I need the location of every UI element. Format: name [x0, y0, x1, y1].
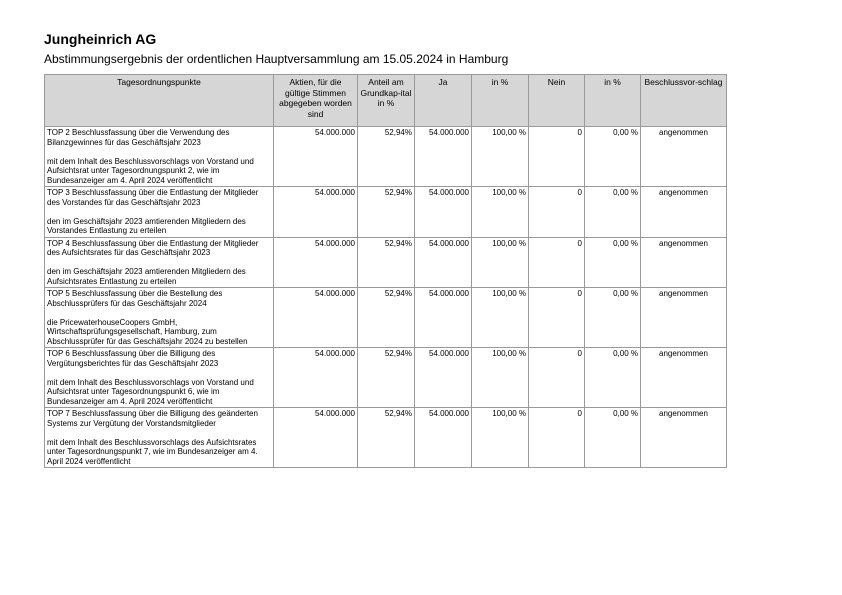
- agenda-item-cell: [45, 127, 274, 187]
- yes-votes-cell: 54.000.000: [415, 288, 472, 348]
- yes-votes-cell: 54.000.000: [415, 187, 472, 238]
- agenda-item-title: TOP 4 Beschlussfassung über die Entlastung der Mitglieder des Aufsichtsrates für das Geschäftsjahr 2023: [47, 238, 259, 257]
- shares-cell: 54.000.000: [274, 187, 358, 238]
- agenda-item-cell: [45, 348, 274, 408]
- agenda-item-detail: mit dem Inhalt des Beschlussvorschlags von Vorstand und Aufsichtsrat unter Tagesordnungspunkt 6, wie im Bundesanzeiger am 4. April 2024 veröffentlicht: [47, 377, 254, 406]
- column-header-yes-percent: in %: [472, 75, 529, 127]
- shares-cell: 54.000.000: [274, 288, 358, 348]
- column-header-agenda: Tagesordnungspunkte: [45, 75, 274, 127]
- column-header-yes: Ja: [415, 75, 472, 127]
- agenda-item-cell: [45, 237, 274, 288]
- table-row: [45, 127, 727, 187]
- agenda-item-title: TOP 6 Beschlussfassung über die Billigung des Vergütungsberichtes für das Geschäftsjahr 2023: [47, 349, 219, 368]
- yes-votes-cell: 54.000.000: [415, 237, 472, 288]
- result-cell: angenommen: [641, 288, 727, 348]
- result-cell: angenommen: [641, 127, 727, 187]
- agenda-item-cell: [45, 288, 274, 348]
- company-title: Jungheinrich AG: [44, 31, 157, 47]
- yes-percent-cell: 100,00 %: [472, 348, 529, 408]
- yes-percent-cell: 100,00 %: [472, 127, 529, 187]
- capital-percent-cell: 52,94%: [358, 348, 415, 408]
- no-percent-cell: 0,00 %: [585, 237, 641, 288]
- yes-votes-cell: 54.000.000: [415, 348, 472, 408]
- column-header-shares: Aktien, für die gültige Stimmen abgegeben worden sind: [274, 75, 358, 127]
- capital-percent-cell: 52,94%: [358, 408, 415, 468]
- shares-cell: 54.000.000: [274, 348, 358, 408]
- yes-percent-cell: 100,00 %: [472, 288, 529, 348]
- agenda-item-title: TOP 5 Beschlussfassung über die Bestellung des Abschlussprüfers für das Geschäftsjahr 2024: [47, 289, 223, 308]
- yes-percent-cell: 100,00 %: [472, 408, 529, 468]
- document-subtitle: Abstimmungsergebnis der ordentlichen Hauptversammlung am 15.05.2024 in Hamburg: [44, 52, 509, 66]
- result-cell: angenommen: [641, 348, 727, 408]
- no-percent-cell: 0,00 %: [585, 348, 641, 408]
- table-body: [45, 127, 727, 468]
- agenda-item-title: TOP 3 Beschlussfassung über die Entlastung der Mitglieder des Vorstandes für das Geschäftsjahr 2023: [47, 188, 259, 207]
- voting-results-table: [44, 74, 727, 468]
- no-votes-cell: 0: [529, 288, 585, 348]
- agenda-item-detail: mit dem Inhalt des Beschlussvorschlags des Aufsichtsrates unter Tagesordnungspunkt 7, wie im Bundesanzeiger am 4. April 2024 veröffentlicht: [47, 437, 258, 466]
- table-header: [45, 75, 727, 127]
- capital-percent-cell: 52,94%: [358, 187, 415, 238]
- agenda-item-cell: [45, 408, 274, 468]
- result-cell: angenommen: [641, 408, 727, 468]
- table-row: [45, 237, 727, 288]
- agenda-item-detail: mit dem Inhalt des Beschlussvorschlags von Vorstand und Aufsichtsrat unter Tagesordnungspunkt 2, wie im Bundesanzeiger am 4. April 2024 veröffentlicht: [47, 156, 254, 185]
- column-header-no-percent: in %: [585, 75, 641, 127]
- capital-percent-cell: 52,94%: [358, 127, 415, 187]
- no-percent-cell: 0,00 %: [585, 187, 641, 238]
- capital-percent-cell: 52,94%: [358, 237, 415, 288]
- agenda-item-detail: die PricewaterhouseCoopers GmbH, Wirtschaftsprüfungsgesellschaft, Hamburg, zum Abschlussprüfer für das Geschäftsjahr 2024 zu bestellen: [47, 317, 248, 346]
- yes-percent-cell: 100,00 %: [472, 187, 529, 238]
- yes-votes-cell: 54.000.000: [415, 408, 472, 468]
- yes-percent-cell: 100,00 %: [472, 237, 529, 288]
- shares-cell: 54.000.000: [274, 408, 358, 468]
- column-header-no: Nein: [529, 75, 585, 127]
- no-percent-cell: 0,00 %: [585, 408, 641, 468]
- shares-cell: 54.000.000: [274, 127, 358, 187]
- no-votes-cell: 0: [529, 237, 585, 288]
- shares-cell: 54.000.000: [274, 237, 358, 288]
- column-header-proposal: Beschlussvor-schlag: [641, 75, 727, 127]
- no-percent-cell: 0,00 %: [585, 127, 641, 187]
- result-cell: angenommen: [641, 187, 727, 238]
- table-row: [45, 408, 727, 468]
- capital-percent-cell: 52,94%: [358, 288, 415, 348]
- agenda-item-cell: [45, 187, 274, 238]
- no-votes-cell: 0: [529, 408, 585, 468]
- agenda-item-title: TOP 2 Beschlussfassung über die Verwendung des Bilanzgewinnes für das Geschäftsjahr 2023: [47, 128, 230, 147]
- header-row: [45, 75, 727, 127]
- no-percent-cell: 0,00 %: [585, 288, 641, 348]
- table-row: [45, 348, 727, 408]
- table-row: [45, 187, 727, 238]
- column-header-capital: Anteil am Grundkap-ital in %: [358, 75, 415, 127]
- table-row: [45, 288, 727, 348]
- no-votes-cell: 0: [529, 127, 585, 187]
- agenda-item-title: TOP 7 Beschlussfassung über die Billigung des geänderten Systems zur Vergütung der Vorstandsmitglieder: [47, 409, 258, 428]
- agenda-item-detail: den im Geschäftsjahr 2023 amtierenden Mitgliedern des Vorstandes Entlastung zu erteilen: [47, 216, 246, 235]
- result-cell: angenommen: [641, 237, 727, 288]
- no-votes-cell: 0: [529, 187, 585, 238]
- yes-votes-cell: 54.000.000: [415, 127, 472, 187]
- no-votes-cell: 0: [529, 348, 585, 408]
- agenda-item-detail: den im Geschäftsjahr 2023 amtierenden Mitgliedern des Aufsichtsrates Entlastung zu erteilen: [47, 267, 246, 286]
